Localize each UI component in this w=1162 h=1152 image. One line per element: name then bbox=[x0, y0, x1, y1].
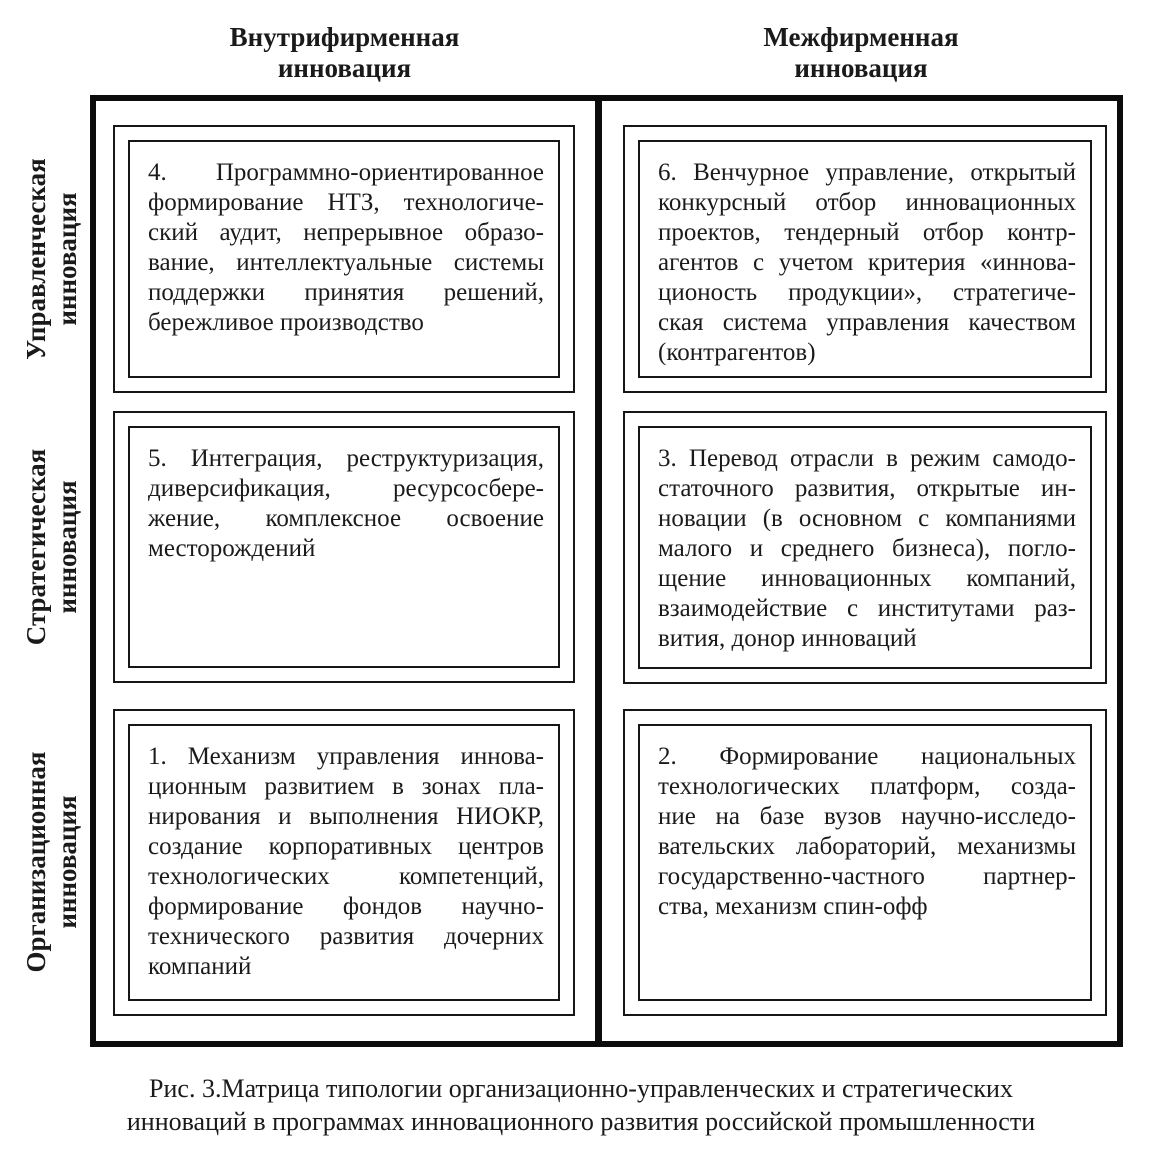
text-line: месторождений bbox=[148, 535, 316, 562]
cell-inner-border bbox=[638, 724, 1092, 1001]
matrix-cell-5-strategic-intrafirm bbox=[113, 411, 575, 683]
column-divider bbox=[595, 101, 602, 1041]
text-line: новации (в основном с компаниями bbox=[658, 505, 1076, 532]
matrix-cell-1-organizational-intrafirm bbox=[113, 709, 575, 1016]
row-header-strategic bbox=[21, 387, 83, 707]
text-line: Рис. 3.Матрица типологии организационно-управленческих и стратегических bbox=[149, 1074, 1013, 1103]
text-line: взаимодействие с институтами раз- bbox=[658, 595, 1076, 622]
cell-inner-border bbox=[128, 724, 560, 1001]
cell-text bbox=[658, 444, 1076, 654]
column-header-intrafirm bbox=[90, 22, 599, 84]
text-line: диверсификация, ресурсосбере- bbox=[148, 475, 544, 502]
cell-inner-border bbox=[638, 426, 1092, 669]
cell-text bbox=[658, 742, 1076, 922]
cell-inner-border bbox=[128, 426, 560, 668]
matrix-cell-4-managerial-intrafirm bbox=[113, 125, 575, 393]
text-line: Межфирменная bbox=[763, 22, 959, 52]
cell-text bbox=[148, 444, 544, 564]
text-line: инновация bbox=[277, 53, 412, 83]
text-line: 1. Механизм управления иннова- bbox=[148, 743, 544, 770]
text-line: технологических компетенций, bbox=[148, 863, 544, 890]
text-line: технического развития дочерних bbox=[148, 923, 544, 950]
cell-inner-border bbox=[638, 140, 1092, 378]
text-line: 6. Венчурное управление, открытый bbox=[658, 159, 1076, 186]
text-line: Стратегическая bbox=[21, 448, 51, 646]
text-line: проектов, тендерный отбор контр- bbox=[658, 219, 1076, 246]
text-line: конкурсный отбор инновационных bbox=[658, 189, 1076, 216]
text-line: формирование фондов научно- bbox=[148, 893, 544, 920]
text-line: формирование НТЗ, технологиче- bbox=[148, 189, 544, 216]
text-line: ние на базе вузов научно-исследо- bbox=[658, 803, 1076, 830]
text-line: государственно-частного партнер- bbox=[658, 863, 1076, 890]
text-line: агентов с учетом критерия «иннова- bbox=[658, 249, 1076, 276]
text-line: (контрагентов) bbox=[658, 339, 816, 366]
text-line: вития, донор инноваций bbox=[658, 625, 917, 652]
text-line: компаний bbox=[148, 953, 252, 980]
text-line: инновация bbox=[52, 480, 82, 614]
matrix-cell-3-strategic-interfirm bbox=[623, 411, 1107, 684]
cell-inner-border bbox=[128, 140, 560, 378]
row-header-managerial bbox=[21, 99, 83, 419]
text-line: ционость продукции», стратегиче- bbox=[658, 279, 1076, 306]
cell-text bbox=[148, 742, 544, 982]
text-line: малого и среднего бизнеса), погло- bbox=[658, 535, 1076, 562]
text-line: технологических платформ, созда- bbox=[658, 773, 1076, 800]
text-line: инновация bbox=[52, 192, 82, 326]
text-line: ский аудит, непрерывное образо- bbox=[148, 219, 544, 246]
figure-caption bbox=[0, 1072, 1162, 1138]
text-line: Организационная bbox=[21, 751, 51, 973]
text-line: создание корпоративных центров bbox=[148, 833, 544, 860]
text-line: нирования и выполнения НИОКР, bbox=[148, 803, 544, 830]
row-header-organizational bbox=[21, 702, 83, 1022]
text-line: жение, комплексное освоение bbox=[148, 505, 544, 532]
text-line: вание, интеллектуальные системы bbox=[148, 249, 544, 276]
text-line: ционным развитием в зонах пла- bbox=[148, 773, 544, 800]
text-line: 3. Перевод отрасли в режим самодо- bbox=[658, 445, 1076, 472]
text-line: бережливое производство bbox=[148, 309, 424, 336]
text-line: 5. Интеграция, реструктуризация, bbox=[148, 445, 544, 472]
text-line: вательских лабораторий, механизмы bbox=[658, 833, 1076, 860]
text-line: статочного развития, открытые ин- bbox=[658, 475, 1076, 502]
text-line: инноваций в программах инновационного развития российской промышленности bbox=[126, 1107, 1036, 1136]
cell-text bbox=[658, 158, 1076, 368]
text-line: инновация bbox=[52, 795, 82, 929]
text-line: инновация bbox=[794, 53, 928, 83]
text-line: поддержки принятия решений, bbox=[148, 279, 544, 306]
text-line: Управленческая bbox=[21, 158, 51, 360]
matrix-cell-2-organizational-interfirm bbox=[623, 709, 1107, 1016]
matrix-cell-6-managerial-interfirm bbox=[623, 125, 1107, 393]
column-header-interfirm bbox=[599, 22, 1123, 84]
text-line: ская система управления качеством bbox=[658, 309, 1076, 336]
text-line: 2. Формирование национальных bbox=[658, 743, 1076, 770]
text-line: ства, механизм спин-офф bbox=[658, 893, 928, 920]
text-line: Внутрифирменная bbox=[229, 22, 460, 52]
cell-text bbox=[148, 158, 544, 338]
text-line: 4. Программно-ориентированное bbox=[148, 159, 544, 186]
text-line: щение инновационных компаний, bbox=[658, 565, 1076, 592]
